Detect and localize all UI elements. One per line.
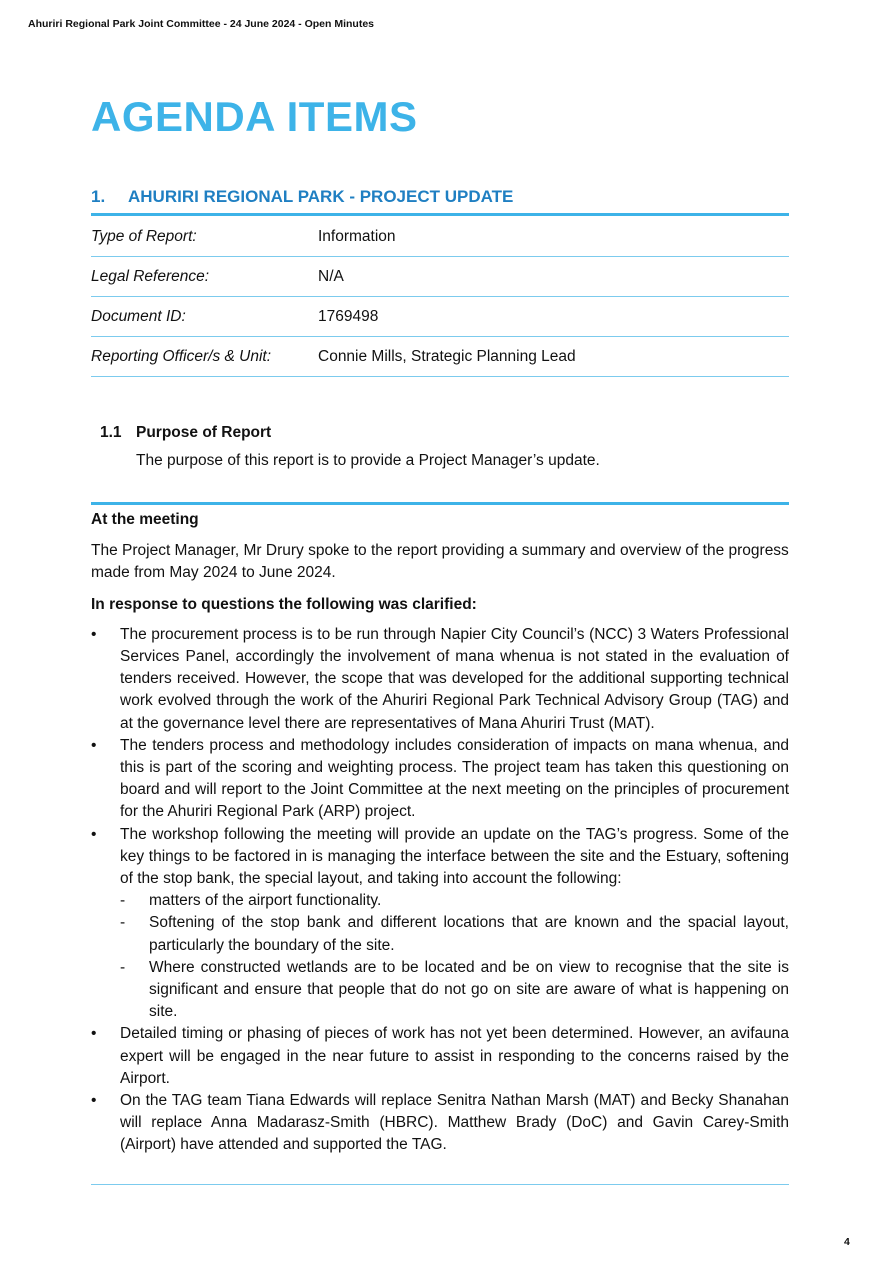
list-item-text: On the TAG team Tiana Edwards will replace Senitra Nathan Marsh (MAT) and Becky Shanahan will replace Anna Madarasz-Smith (HBRC). Matthew Brady (DoC) and Gavin Carey-Smith (Airport) have attended and supported the TAG. — [120, 1092, 789, 1154]
purpose-number: 1.1 — [100, 424, 122, 441]
page-number: 4 — [844, 1236, 850, 1248]
running-header: Ahuriri Regional Park Joint Committee - 24 June 2024 - Open Minutes — [28, 18, 374, 30]
page-title: AGENDA ITEMS — [91, 93, 418, 140]
list-item — [91, 624, 789, 735]
report-meta-table — [91, 217, 789, 377]
section-divider — [91, 502, 789, 505]
meta-row-legal — [91, 257, 789, 297]
meta-row-officer — [91, 337, 789, 377]
section-number: 1. — [91, 187, 106, 206]
sub-point: - matters of the airport functionality. — [120, 890, 789, 912]
purpose-text: The purpose of this report is to provide a Project Manager’s update. — [136, 452, 600, 469]
clarified-heading: In response to questions the following was clarified: — [91, 595, 477, 613]
meta-label: Reporting Officer/s & Unit: — [91, 337, 318, 377]
bottom-divider — [91, 1184, 789, 1185]
list-item — [91, 1023, 789, 1090]
sub-point-list — [120, 890, 789, 1023]
meta-label: Type of Report: — [91, 217, 318, 257]
purpose-heading — [100, 424, 271, 442]
meta-value: N/A — [318, 257, 789, 297]
list-item-text: The procurement process is to be run through Napier City Council’s (NCC) 3 Waters Professional Services Panel, accordingly the involvement of mana whenua is not stated in the evaluation of tenders received. However, the scope that was developed for the additional supporting technical work evolved through the work of the Ahuriri Regional Park Technical Advisory Group (TAG) and at the governance level there are representatives of Mana Ahuriri Trust (MAT). — [120, 625, 789, 732]
purpose-title: Purpose of Report — [136, 424, 272, 441]
meta-value: 1769498 — [318, 297, 789, 337]
meta-value: Information — [318, 217, 789, 257]
meeting-section — [91, 509, 789, 1157]
clarification-list — [91, 624, 789, 1157]
meeting-heading: At the meeting — [91, 511, 199, 528]
list-item — [91, 1090, 789, 1157]
list-item-text: The tenders process and methodology includes consideration of impacts on mana whenua, and this is part of the scoring and weighting process. The project team has taken this questioning on board and will report to the Joint Committee at the next meeting on the principles of procurement for the Ahuriri Regional Park (ARP) project. — [120, 736, 789, 821]
meta-row-type — [91, 217, 789, 257]
section-heading — [91, 187, 789, 216]
list-item — [91, 824, 789, 1024]
meta-value: Connie Mills, Strategic Planning Lead — [318, 337, 789, 377]
list-item — [91, 735, 789, 824]
meta-label: Document ID: — [91, 297, 318, 337]
meta-label: Legal Reference: — [91, 257, 318, 297]
list-item-text: Detailed timing or phasing of pieces of work has not yet been determined. However, an avifauna expert will be engaged in the near future to assist in responding to the concerns raised by the Airport. — [120, 1025, 789, 1087]
meeting-intro: The Project Manager, Mr Drury spoke to the report providing a summary and overview of the progress made from May 2024 to June 2024. — [91, 542, 789, 582]
list-item-text: The workshop following the meeting will provide an update on the TAG’s progress. Some of the key things to be factored in is managing the interface between the site and the Estuary, softening of the stop bank, the special layout, and taking into account the following: — [120, 825, 789, 888]
sub-point: - Softening of the stop bank and different locations that are known and the spacial layout, particularly the boundary of the site. — [120, 912, 789, 956]
meta-row-docid — [91, 297, 789, 337]
section-title: AHURIRI REGIONAL PARK - PROJECT UPDATE — [128, 187, 514, 206]
sub-point: - Where constructed wetlands are to be located and be on view to recognise that the site is significant and ensure that people that do not go on site are aware of what is happening on site. — [120, 957, 789, 1024]
